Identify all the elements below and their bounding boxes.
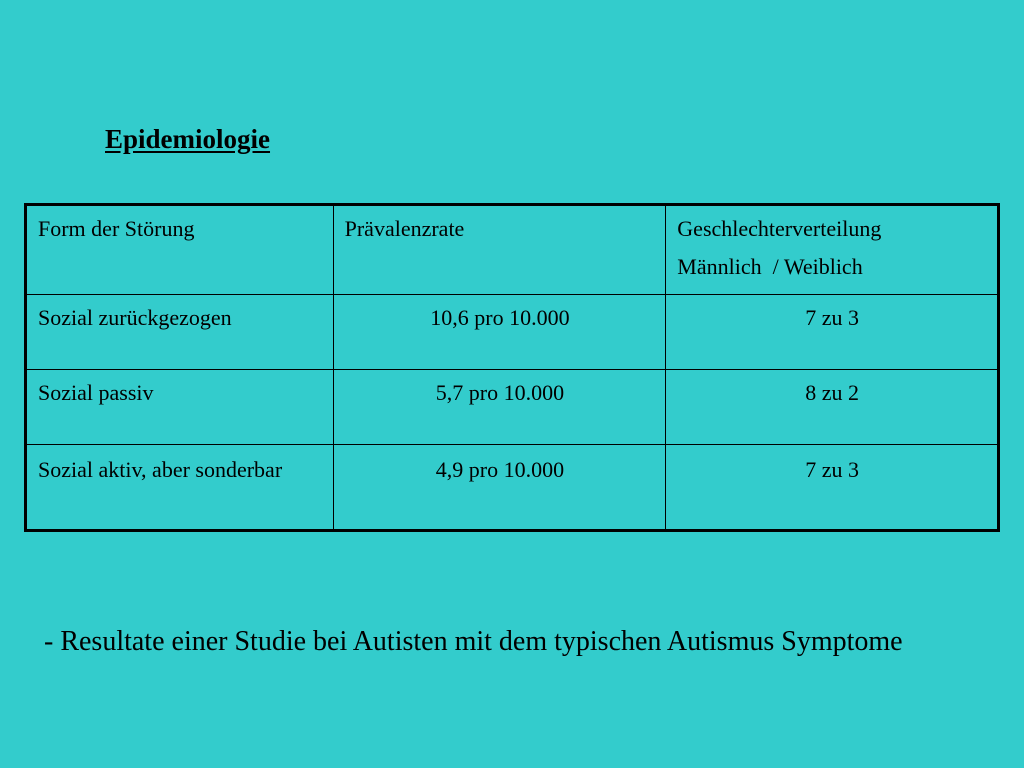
header-gender-label: Geschlechterverteilung bbox=[677, 216, 882, 241]
table-row bbox=[26, 295, 999, 370]
epidemiology-table bbox=[24, 203, 1000, 532]
cell-gender-ratio: 7 zu 3 bbox=[666, 445, 999, 531]
table-row bbox=[26, 370, 999, 445]
header-cell-gender-distribution bbox=[666, 205, 999, 295]
table-row bbox=[26, 445, 999, 531]
footnote-text: - Resultate einer Studie bei Autisten mit dem typischen Autismus Symptome bbox=[44, 626, 903, 657]
cell-gender-ratio: 8 zu 2 bbox=[666, 370, 999, 445]
cell-prevalence: 4,9 pro 10.000 bbox=[333, 445, 666, 531]
table-header-row bbox=[26, 205, 999, 295]
cell-form: Sozial passiv bbox=[26, 370, 334, 445]
cell-prevalence: 10,6 pro 10.000 bbox=[333, 295, 666, 370]
header-gender-ratio-label: Männlich / Weiblich bbox=[677, 254, 863, 279]
cell-form: Sozial zurückgezogen bbox=[26, 295, 334, 370]
cell-form: Sozial aktiv, aber sonderbar bbox=[26, 445, 334, 531]
header-cell-form: Form der Störung bbox=[26, 205, 334, 295]
slide-title: Epidemiologie bbox=[105, 124, 271, 154]
cell-prevalence: 5,7 pro 10.000 bbox=[333, 370, 666, 445]
header-cell-prevalence: Prävalenzrate bbox=[333, 205, 666, 295]
cell-gender-ratio: 7 zu 3 bbox=[666, 295, 999, 370]
